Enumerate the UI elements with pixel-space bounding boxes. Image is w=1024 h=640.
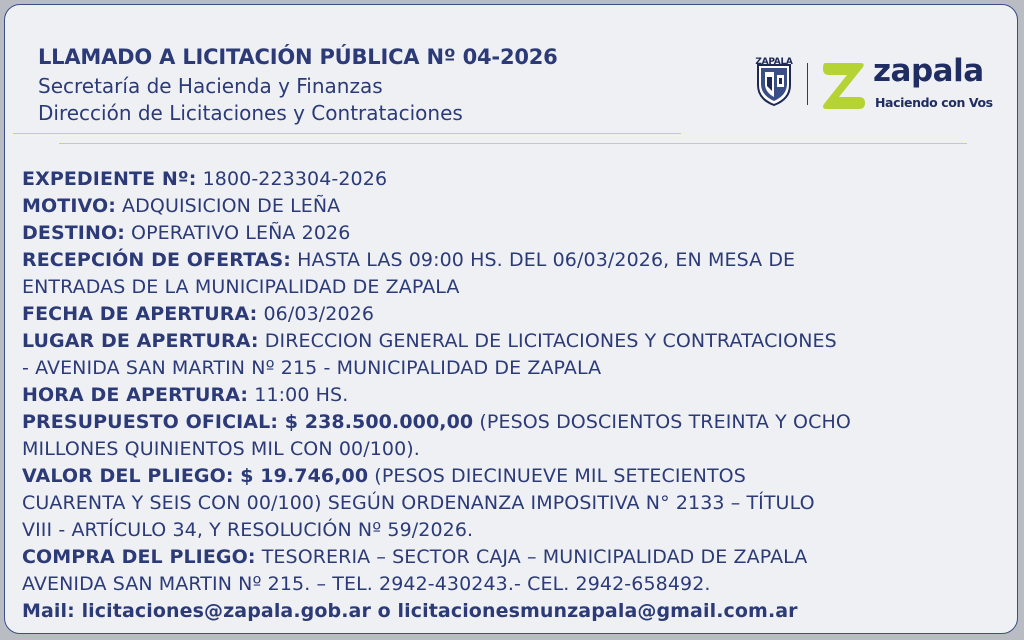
hora-line <box>22 382 1012 409</box>
compra-value: TESORERIA – SECTOR CAJA – MUNICIPALIDAD DE ZAPALA <box>255 546 808 568</box>
compra-line-2: AVENIDA SAN MARTIN Nº 215. – TEL. 2942-430243.- CEL. 2942-658492. <box>22 573 711 595</box>
recepcion-value: HASTA LAS 09:00 HS. DEL 06/03/2026, EN MESA DE <box>290 249 796 271</box>
lugar-label: LUGAR DE APERTURA: <box>22 330 259 352</box>
presupuesto-label: PRESUPUESTO OFICIAL: $ 238.500.000,00 <box>22 411 474 433</box>
compra-label: COMPRA DEL PLIEGO: <box>22 546 256 568</box>
logo-divider <box>807 63 808 105</box>
expediente-label: EXPEDIENTE Nº: <box>22 168 197 190</box>
valor-value: (PESOS DIECINUEVE MIL SETECIENTOS <box>368 465 746 487</box>
motivo-line <box>22 193 1012 220</box>
presupuesto-value: (PESOS DOSCIENTOS TREINTA Y OCHO <box>473 411 851 433</box>
zapala-seal-icon <box>755 55 793 111</box>
lugar-value: DIRECCION GENERAL DE LICITACIONES Y CONTRATACIONES <box>258 330 837 352</box>
brand-name: zapala <box>873 53 984 89</box>
hora-value: 11:00 HS. <box>248 384 349 406</box>
subtitle-direccion: Dirección de Licitaciones y Contrataciones <box>38 101 463 125</box>
hora-label: HORA DE APERTURA: <box>22 384 249 406</box>
recepcion-label: RECEPCIÓN DE OFERTAS: <box>22 249 291 271</box>
fecha-line <box>22 301 1012 328</box>
compra-line <box>22 544 1012 571</box>
page-title: LLAMADO A LICITACIÓN PÚBLICA Nº 04-2026 <box>38 45 558 69</box>
lugar-line <box>22 328 1012 355</box>
valor-line-2: CUARENTA Y SEIS CON 00/100) SEGÚN ORDENANZA IMPOSITIVA N° 2133 – TÍTULO <box>22 492 815 514</box>
recepcion-line <box>22 247 1012 274</box>
zapala-z-logo-icon <box>819 59 867 115</box>
header-divider-top <box>13 133 681 134</box>
expediente-line <box>22 166 1012 193</box>
expediente-value: 1800-223304-2026 <box>196 168 388 190</box>
valor-label: VALOR DEL PLIEGO: $ 19.746,00 <box>22 465 369 487</box>
header-divider-bottom <box>59 143 967 144</box>
notice-body <box>22 166 1012 625</box>
recepcion-line-2: ENTRADAS DE LA MUNICIPALIDAD DE ZAPALA <box>22 276 460 298</box>
presupuesto-line-2: MILLONES QUINIENTOS MIL CON 00/100). <box>22 438 420 460</box>
subtitle-secretaria: Secretaría de Hacienda y Finanzas <box>38 74 383 98</box>
destino-value: OPERATIVO LEÑA 2026 <box>124 222 351 244</box>
brand-slogan: Haciendo con Vos <box>875 95 993 110</box>
logos <box>755 55 995 115</box>
destino-line <box>22 220 1012 247</box>
motivo-value: ADQUISICION DE LEÑA <box>115 195 341 217</box>
notice-card <box>4 4 1018 634</box>
destino-label: DESTINO: <box>22 222 125 244</box>
presupuesto-line <box>22 409 1012 436</box>
fecha-value: 06/03/2026 <box>257 303 375 325</box>
seal-label: ZAPALA <box>755 57 793 67</box>
valor-line-3: VIII - ARTÍCULO 34, Y RESOLUCIÓN Nº 59/2026. <box>22 519 474 541</box>
motivo-label: MOTIVO: <box>22 195 116 217</box>
header <box>38 45 558 127</box>
mail-line: Mail: licitaciones@zapala.gob.ar o licitacionesmunzapala@gmail.com.ar <box>22 600 798 622</box>
fecha-label: FECHA DE APERTURA: <box>22 303 258 325</box>
valor-line <box>22 463 1012 490</box>
lugar-line-2: - AVENIDA SAN MARTIN Nº 215 - MUNICIPALIDAD DE ZAPALA <box>22 357 602 379</box>
